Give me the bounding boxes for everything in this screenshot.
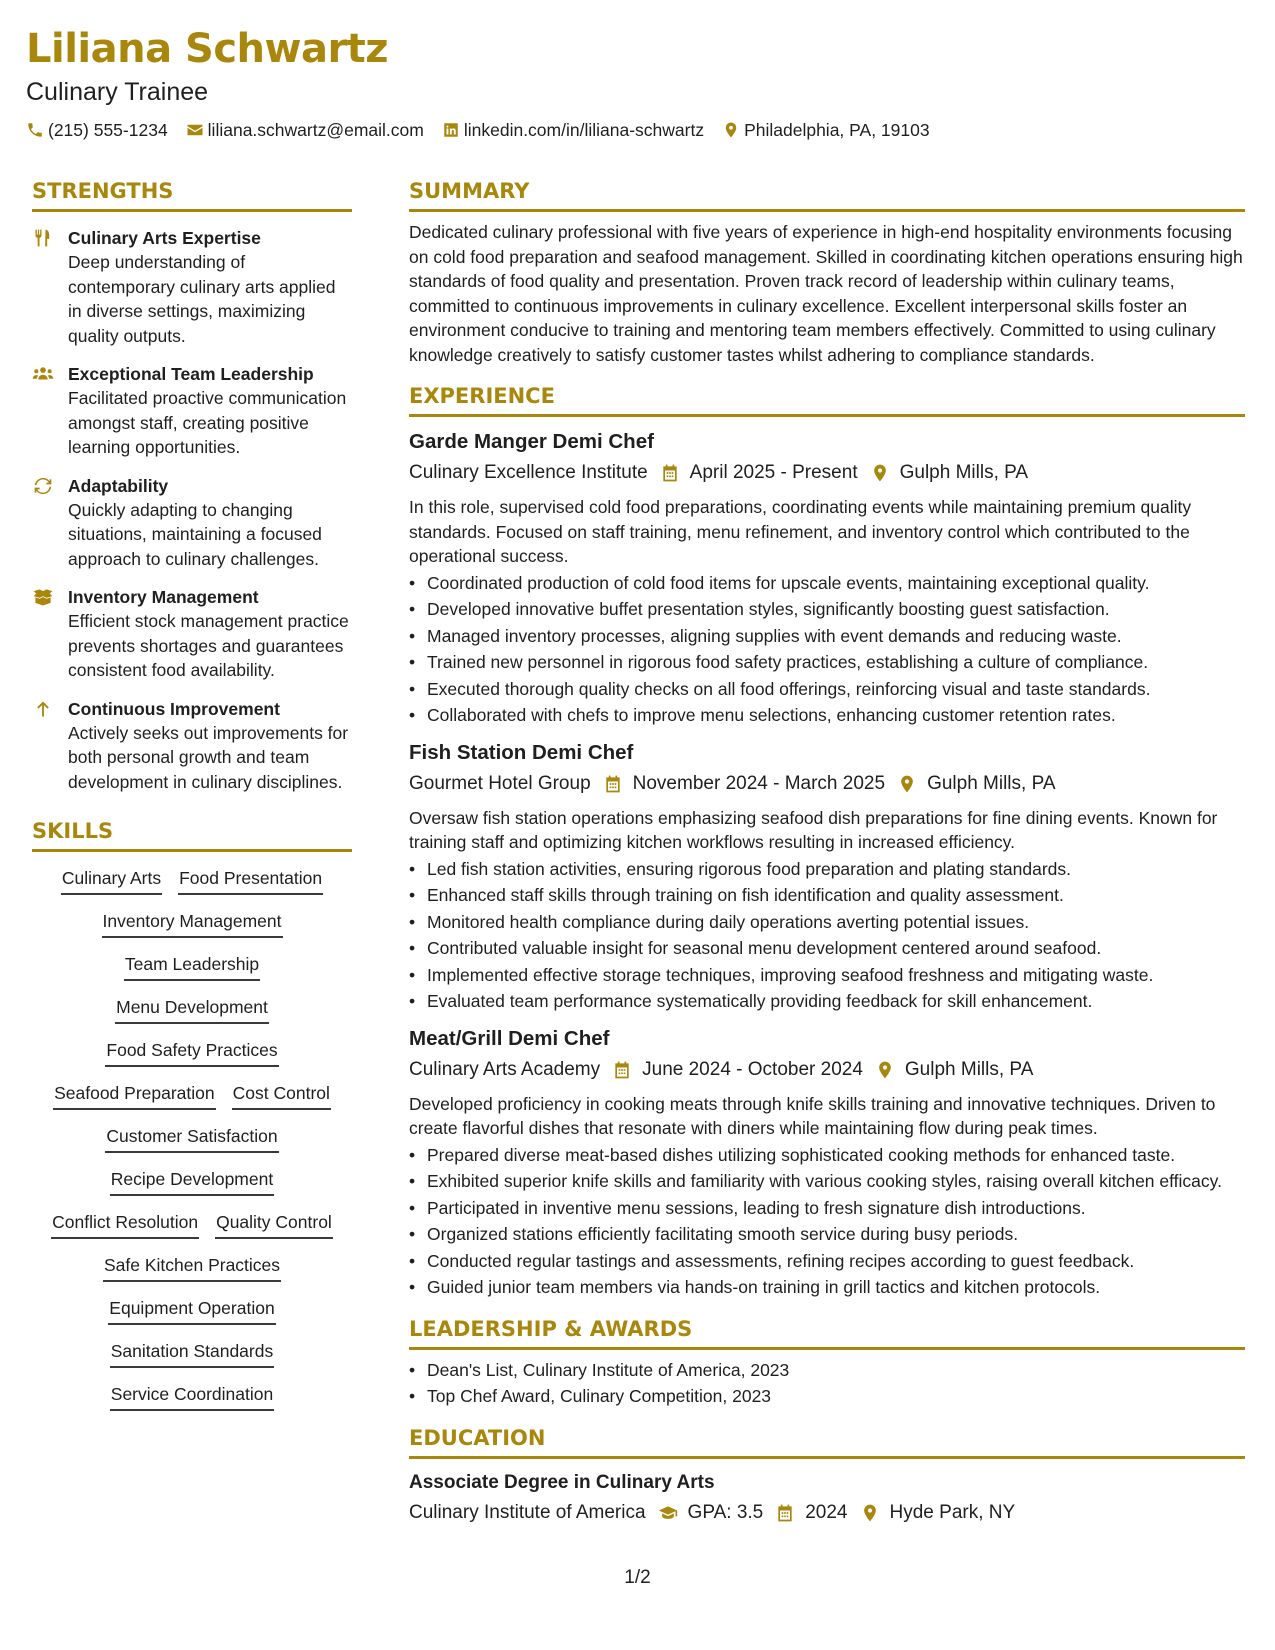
education-year-text: 2024 bbox=[805, 1501, 848, 1523]
list-item-text: Implemented effective storage techniques, improving seafood freshness and mitigating waste. bbox=[427, 964, 1154, 985]
strength-item bbox=[32, 474, 352, 572]
list-item-text: Conducted regular tastings and assessments, refining recipes according to guest feedback. bbox=[427, 1250, 1135, 1271]
skill-tag: Seafood Preparation bbox=[53, 1080, 216, 1110]
candidate-title: Culinary Trainee bbox=[26, 78, 209, 106]
job-description: In this role, supervised cold food preparations, coordinating events while maintaining premium quality standards. Focused on staff training, menu refinement, and inventory control which contributed to the operational success. bbox=[409, 497, 1192, 566]
job-meta bbox=[409, 458, 1245, 488]
summary-heading: SUMMARY bbox=[409, 179, 530, 203]
list-item bbox=[409, 571, 1245, 596]
contact-linkedin[interactable] bbox=[442, 118, 704, 142]
list-item bbox=[409, 677, 1245, 702]
calendar-icon bbox=[603, 774, 623, 794]
education-gpa-text: GPA: 3.5 bbox=[687, 1501, 764, 1523]
candidate-name: Liliana Schwartz bbox=[26, 26, 389, 72]
section-divider bbox=[409, 1347, 1245, 1350]
strength-description: Actively seeks out improvements for both personal growth and team development in culinary disciplines. bbox=[68, 722, 349, 792]
skill-row bbox=[107, 994, 277, 1024]
boxes-icon bbox=[32, 587, 56, 683]
skill-tag: Sanitation Standards bbox=[110, 1338, 274, 1368]
skill-row bbox=[97, 1037, 286, 1067]
skill-row bbox=[94, 908, 291, 938]
skill-tag: Conflict Resolution bbox=[51, 1209, 199, 1239]
skills-list bbox=[32, 865, 352, 1424]
utensils-icon bbox=[32, 228, 56, 348]
list-item bbox=[409, 936, 1245, 961]
list-item-text: Led fish station activities, ensuring rigorous food preparation and plating standards. bbox=[427, 858, 1072, 879]
list-item bbox=[409, 1169, 1245, 1194]
list-item bbox=[409, 989, 1245, 1014]
list-item bbox=[409, 1222, 1245, 1247]
job-dates-text: November 2024 - March 2025 bbox=[632, 772, 886, 794]
list-item-text: Executed thorough quality checks on all food offerings, reinforcing visual and taste standards. bbox=[427, 678, 1151, 699]
skill-tag: Cost Control bbox=[232, 1080, 331, 1110]
skill-row bbox=[97, 1123, 286, 1153]
strength-description: Facilitated proactive communication amongst staff, creating positive learning opportunities. bbox=[68, 388, 347, 457]
job-entry bbox=[409, 427, 1245, 728]
linkedin-text: linkedin.com/in/liliana-schwartz bbox=[463, 120, 705, 140]
strength-item bbox=[32, 697, 352, 795]
map-pin-icon bbox=[860, 1503, 880, 1523]
job-description: Developed proficiency in cooking meats through knife skills training and innovative techniques. Driven to create flavorful dishes that resonate with diners while maintaining flow during peak times. bbox=[409, 1093, 1216, 1138]
list-item-text: Participated in inventive menu sessions, leading to fresh signature dish introductions. bbox=[427, 1197, 1086, 1218]
list-item bbox=[409, 963, 1245, 988]
list-item bbox=[409, 597, 1245, 622]
list-item bbox=[409, 1358, 1245, 1383]
graduation-cap-icon bbox=[658, 1503, 678, 1523]
skill-tag: Service Coordination bbox=[110, 1381, 274, 1411]
job-location-text: Gulph Mills, PA bbox=[904, 1058, 1034, 1080]
strength-description: Deep understanding of contemporary culinary arts applied in diverse settings, maximizing quality outputs. bbox=[68, 252, 336, 346]
strengths-heading: STRENGTHS bbox=[32, 179, 174, 203]
phone-text: (215) 555-1234 bbox=[48, 120, 168, 140]
skill-tag: Culinary Arts bbox=[61, 865, 162, 895]
resume-header bbox=[26, 24, 1246, 142]
skill-tag: Safe Kitchen Practices bbox=[103, 1252, 281, 1282]
job-description: Oversaw fish station operations emphasizing seafood dish preparations for fine dining events. Known for training staff and optimizing kitchen workflows resulting in increased efficiency. bbox=[409, 807, 1218, 852]
job-company: Culinary Excellence Institute bbox=[409, 462, 648, 483]
section-divider bbox=[32, 209, 352, 212]
list-item bbox=[409, 1384, 1245, 1409]
list-item-text: Coordinated production of cold food items for upscale events, maintaining exceptional quality. bbox=[427, 572, 1150, 593]
list-item bbox=[409, 703, 1245, 728]
calendar-icon bbox=[612, 1060, 632, 1080]
job-dates-text: April 2025 - Present bbox=[689, 462, 858, 483]
job-bullets bbox=[409, 857, 1245, 1014]
education-gpa bbox=[658, 1498, 764, 1528]
contact-phone[interactable] bbox=[26, 118, 168, 142]
job-bullets bbox=[409, 571, 1245, 728]
skill-tag: Customer Satisfaction bbox=[105, 1123, 278, 1153]
section-divider bbox=[409, 209, 1245, 212]
skill-tag: Food Presentation bbox=[178, 865, 323, 895]
job-dates bbox=[603, 769, 885, 799]
job-dates bbox=[612, 1055, 863, 1085]
education-meta bbox=[409, 1498, 1245, 1528]
skill-tag: Food Safety Practices bbox=[105, 1037, 278, 1067]
skill-row bbox=[43, 1209, 341, 1239]
education-section bbox=[409, 1423, 1245, 1528]
linkedin-icon bbox=[442, 121, 460, 139]
email-text: liliana.schwartz@email.com bbox=[207, 120, 424, 140]
skill-tag: Quality Control bbox=[215, 1209, 333, 1239]
skill-row bbox=[100, 1295, 283, 1325]
contact-email[interactable] bbox=[186, 118, 424, 142]
job-location bbox=[870, 458, 1028, 488]
list-item bbox=[409, 883, 1245, 908]
skill-row bbox=[102, 1338, 282, 1368]
list-item-text: Trained new personnel in rigorous food safety practices, establishing a culture of compliance. bbox=[427, 652, 1149, 672]
skill-tag: Inventory Management bbox=[102, 908, 283, 938]
list-item-text: Enhanced staff skills through training on fish identification and quality assessment. bbox=[427, 885, 1064, 905]
leadership-heading: LEADERSHIP & AWARDS bbox=[409, 1316, 693, 1341]
map-pin-icon bbox=[875, 1060, 895, 1080]
strength-description: Efficient stock management practice prevents shortages and guarantees consistent food availability. bbox=[68, 611, 349, 680]
skill-row bbox=[53, 865, 331, 895]
job-meta bbox=[409, 769, 1245, 799]
list-item-text: Dean's List, Culinary Institute of America, 2023 bbox=[427, 1359, 790, 1380]
list-item-text: Organized stations efficiently facilitating smooth service during busy periods. bbox=[427, 1224, 1019, 1244]
list-item bbox=[409, 857, 1245, 882]
map-pin-icon bbox=[722, 121, 740, 139]
list-item bbox=[409, 1196, 1245, 1221]
list-item bbox=[409, 910, 1245, 935]
summary-section bbox=[409, 176, 1245, 367]
job-dates-text: June 2024 - October 2024 bbox=[642, 1058, 863, 1080]
section-divider bbox=[409, 1456, 1245, 1459]
location-text: Philadelphia, PA, 19103 bbox=[744, 120, 930, 140]
strength-title: Exceptional Team Leadership bbox=[68, 364, 314, 384]
section-divider bbox=[409, 414, 1245, 417]
map-pin-icon bbox=[897, 774, 917, 794]
job-title: Garde Manger Demi Chef bbox=[409, 430, 654, 453]
list-item-text: Guided junior team members via hands-on training in grill tactics and kitchen protocols. bbox=[427, 1277, 1101, 1297]
strength-title: Adaptability bbox=[68, 475, 169, 496]
section-divider bbox=[32, 849, 352, 852]
leadership-section bbox=[409, 1314, 1245, 1409]
education-location-text: Hyde Park, NY bbox=[889, 1501, 1016, 1523]
job-entry bbox=[409, 738, 1245, 1014]
list-item-text: Prepared diverse meat-based dishes utilizing sophisticated cooking methods for enhanced taste. bbox=[427, 1144, 1176, 1165]
skill-row bbox=[102, 1166, 282, 1196]
contact-location bbox=[722, 118, 930, 142]
phone-icon bbox=[26, 121, 44, 139]
job-dates bbox=[660, 458, 858, 488]
strength-title: Culinary Arts Expertise bbox=[68, 228, 261, 248]
job-company: Culinary Arts Academy bbox=[409, 1058, 601, 1080]
strength-description: Quickly adapting to changing situations, maintaining a focused approach to culinary challenges. bbox=[68, 499, 322, 569]
education-degree: Associate Degree in Culinary Arts bbox=[409, 1471, 715, 1493]
arrow-up-icon bbox=[32, 699, 56, 795]
strength-title: Inventory Management bbox=[68, 587, 259, 607]
left-column bbox=[32, 176, 352, 1424]
page-number: 1/2 bbox=[624, 1567, 651, 1588]
calendar-icon bbox=[660, 463, 680, 483]
strength-title: Continuous Improvement bbox=[68, 698, 280, 719]
list-item bbox=[409, 1275, 1245, 1300]
education-heading: EDUCATION bbox=[409, 1425, 546, 1450]
skill-row bbox=[102, 1381, 282, 1411]
skill-row bbox=[45, 1080, 339, 1110]
summary-text: Dedicated culinary professional with five years of experience in high-end hospitality environments focusing on cold food preparation and seafood management. Skilled in coordinating kitchen operations ensuring high standards of food quality and presentation. Proven track record of leadership within culinary teams, committed to continuous improvements in culinary excellence. Excellent interpersonal skills foster an environment conducive to training and mentoring team members effectively. Committed to using culinary knowledge creatively to satisfy customer tastes whilst adhering to compliance standards. bbox=[409, 222, 1243, 365]
list-item-text: Monitored health compliance during daily operations averting potential issues. bbox=[427, 911, 1030, 932]
experience-heading: EXPERIENCE bbox=[409, 384, 555, 408]
contact-bar bbox=[26, 118, 1246, 142]
list-item bbox=[409, 650, 1245, 675]
education-location bbox=[860, 1498, 1016, 1528]
education-year bbox=[775, 1498, 847, 1528]
list-item-text: Collaborated with chefs to improve menu selections, enhancing customer retention rates. bbox=[427, 705, 1116, 725]
list-item bbox=[409, 624, 1245, 649]
skill-tag: Equipment Operation bbox=[108, 1295, 275, 1325]
map-pin-icon bbox=[870, 463, 890, 483]
job-location bbox=[897, 769, 1055, 799]
list-item bbox=[409, 1249, 1245, 1274]
education-school: Culinary Institute of America bbox=[409, 1501, 646, 1523]
envelope-icon bbox=[186, 121, 204, 139]
job-location-text: Gulph Mills, PA bbox=[899, 462, 1029, 483]
sync-icon bbox=[32, 476, 56, 572]
job-company: Gourmet Hotel Group bbox=[409, 772, 591, 794]
job-title: Fish Station Demi Chef bbox=[409, 740, 634, 764]
skills-heading: SKILLS bbox=[32, 819, 114, 843]
strengths-section bbox=[32, 176, 352, 794]
list-item bbox=[409, 1143, 1245, 1168]
strength-item bbox=[32, 362, 352, 460]
experience-section bbox=[409, 381, 1245, 1300]
skills-section bbox=[32, 816, 352, 1424]
job-meta bbox=[409, 1055, 1245, 1085]
skill-tag: Team Leadership bbox=[124, 951, 260, 981]
list-item-text: Contributed valuable insight for seasonal menu development centered around seafood. bbox=[427, 938, 1102, 958]
skill-tag: Menu Development bbox=[115, 994, 269, 1024]
list-item-text: Managed inventory processes, aligning supplies with event demands and reducing waste. bbox=[427, 625, 1122, 646]
list-item-text: Developed innovative buffet presentation styles, significantly boosting guest satisfaction. bbox=[427, 599, 1110, 619]
job-location-text: Gulph Mills, PA bbox=[927, 772, 1056, 794]
list-item-text: Evaluated team performance systematically providing feedback for skill enhancement. bbox=[427, 991, 1093, 1011]
job-title: Meat/Grill Demi Chef bbox=[409, 1026, 610, 1050]
skill-tag: Recipe Development bbox=[110, 1166, 274, 1196]
job-location bbox=[875, 1055, 1033, 1085]
calendar-icon bbox=[775, 1503, 795, 1523]
users-icon bbox=[32, 364, 56, 460]
list-item-text: Top Chef Award, Culinary Competition, 2023 bbox=[427, 1386, 772, 1406]
job-bullets bbox=[409, 1143, 1245, 1300]
awards-list bbox=[409, 1358, 1245, 1409]
list-item-text: Exhibited superior knife skills and familiarity with various cooking styles, raising overall kitchen efficacy. bbox=[427, 1171, 1222, 1191]
strength-item bbox=[32, 226, 352, 348]
skill-row bbox=[95, 1252, 289, 1282]
right-column bbox=[409, 176, 1245, 1528]
job-entry bbox=[409, 1024, 1245, 1300]
strength-item bbox=[32, 585, 352, 683]
skill-row bbox=[116, 951, 268, 981]
